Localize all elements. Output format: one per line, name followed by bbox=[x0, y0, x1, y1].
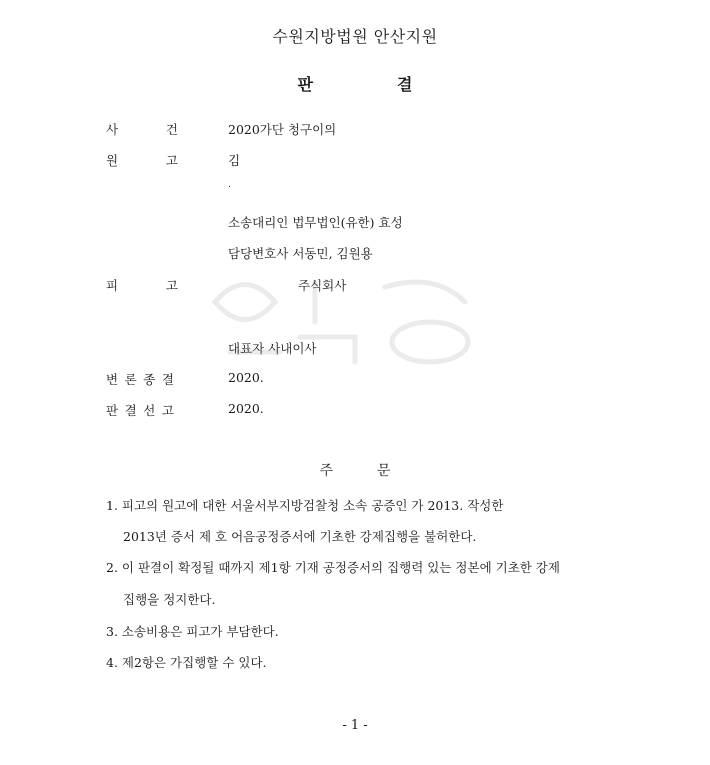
page-number: - 1 - bbox=[342, 718, 368, 733]
plaintiff-name: 김 bbox=[228, 153, 241, 168]
case-number: 2020가단 청구이의 bbox=[228, 122, 337, 137]
defendant-representative: 대표자 사내이사 bbox=[228, 341, 317, 356]
judgment-date: 2020. bbox=[228, 401, 264, 416]
closing-date: 2020. bbox=[228, 370, 264, 385]
judgment-label-char: 결 bbox=[124, 403, 137, 418]
order-item-2-line1: 2. 이 판결이 확정될 때까지 제1항 기재 공정증서의 집행력 있는 정본에 기초한 강제 bbox=[106, 560, 560, 575]
closing-label-char: 론 bbox=[124, 372, 137, 387]
plaintiff-counsel: 소송대리인 법무법인(유한) 효성 bbox=[228, 215, 403, 230]
document-title-right: 결 bbox=[397, 75, 413, 94]
plaintiff-label-char: 고 bbox=[165, 153, 178, 168]
order-item-4: 4. 제2항은 가집행할 수 있다. bbox=[106, 655, 267, 670]
main-order-title-right: 문 bbox=[377, 463, 391, 479]
case-label-char: 건 bbox=[165, 122, 178, 137]
closing-label-char: 결 bbox=[161, 372, 174, 387]
plaintiff-label bbox=[106, 151, 178, 169]
order-item-3: 3. 소송비용은 피고가 부담한다. bbox=[106, 624, 279, 639]
closing-label-char: 종 bbox=[143, 372, 156, 387]
defendant-label-char: 피 bbox=[106, 278, 119, 293]
document-title-left: 판 bbox=[297, 75, 313, 94]
judgment-label-char: 고 bbox=[161, 403, 174, 418]
plaintiff-label-char: 원 bbox=[106, 153, 119, 168]
document-title bbox=[0, 72, 710, 95]
plaintiff-address-mark: . bbox=[228, 180, 231, 190]
closing-label-char: 변 bbox=[106, 372, 119, 387]
order-item-2-line2: 집행을 정지한다. bbox=[123, 592, 216, 607]
order-item-1-line1: 1. 피고의 원고에 대한 서울서부지방검찰청 소속 공증인 가 2013. 작성한 bbox=[106, 498, 504, 513]
defendant-label-char: 고 bbox=[165, 278, 178, 293]
defendant-label bbox=[106, 276, 178, 294]
defendant-name: 주식회사 bbox=[298, 278, 347, 293]
main-order-title-left: 주 bbox=[319, 463, 333, 479]
order-item-1-line2: 2013년 증서 제 호 어음공정증서에 기초한 강제집행을 불허한다. bbox=[123, 529, 477, 544]
closing-label bbox=[106, 370, 174, 388]
judgment-label-char: 판 bbox=[106, 403, 119, 418]
case-label-char: 사 bbox=[106, 122, 119, 137]
plaintiff-attorneys: 담당변호사 서동민, 김원용 bbox=[228, 246, 373, 261]
court-name: 수원지방법원 안산지원 bbox=[272, 27, 438, 46]
main-order-title bbox=[0, 460, 710, 480]
judgment-label bbox=[106, 401, 174, 419]
case-label bbox=[106, 120, 178, 138]
judgment-label-char: 선 bbox=[143, 403, 156, 418]
